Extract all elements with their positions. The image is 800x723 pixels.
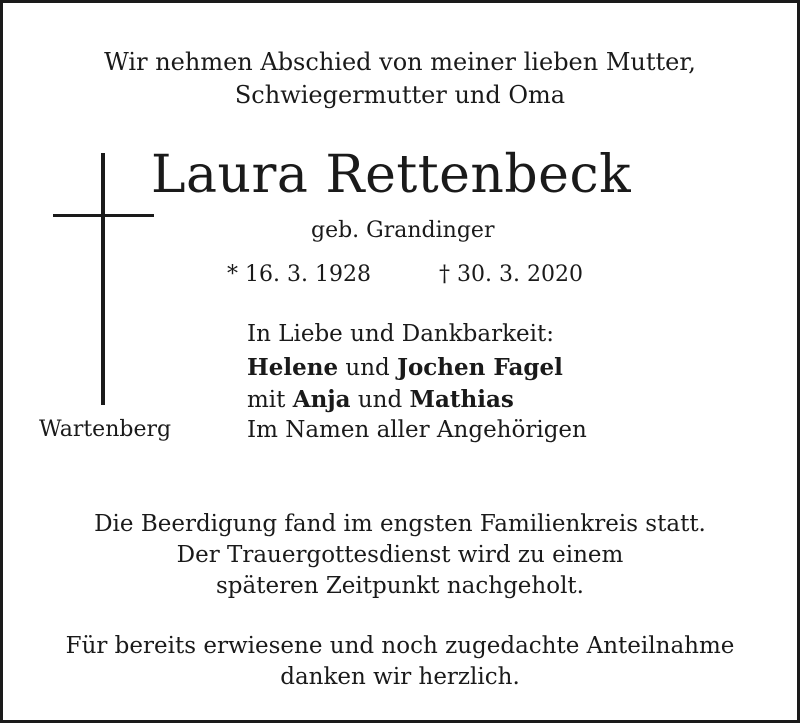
cross-icon — [101, 153, 105, 405]
mourner-name: Mathias — [409, 386, 514, 413]
mourners-line-2 — [247, 356, 563, 380]
intro-line-1: Wir nehmen Abschied von meiner lieben Mutter, — [104, 48, 696, 76]
conjunction: und — [350, 387, 410, 413]
deceased-name: Laura Rettenbeck — [151, 145, 632, 205]
cross-crossbar — [53, 214, 154, 217]
intro-line-2: Schwiegermutter und Oma — [234, 81, 566, 109]
mourners-closing: Im Namen aller Angehörigen — [247, 417, 587, 443]
funeral-line-1: Die Beerdigung fand im engsten Familienkreis statt. — [94, 511, 706, 537]
birth-date: * 16. 3. 1928 — [227, 262, 371, 287]
mourners-intro: In Liebe und Dankbarkeit: — [247, 321, 554, 347]
thanks-line-2: danken wir herzlich. — [280, 664, 520, 690]
thanks-line-1: Für bereits erwiesene und noch zugedachte Anteilnahme — [65, 633, 735, 659]
place-name: Wartenberg — [39, 417, 172, 442]
mourner-name: Helene — [247, 354, 339, 381]
mourners-line-3 — [247, 388, 514, 412]
funeral-line-2: Der Trauergottesdienst wird zu einem — [176, 542, 624, 568]
death-date: † 30. 3. 2020 — [439, 262, 583, 287]
maiden-name: geb. Grandinger — [311, 218, 495, 243]
conjunction: und — [338, 355, 398, 381]
funeral-line-3: späteren Zeitpunkt nachgeholt. — [216, 573, 584, 599]
mourner-name: Anja — [292, 386, 351, 413]
mourner-name: Jochen Fagel — [397, 354, 563, 381]
prefix: mit — [247, 387, 293, 413]
